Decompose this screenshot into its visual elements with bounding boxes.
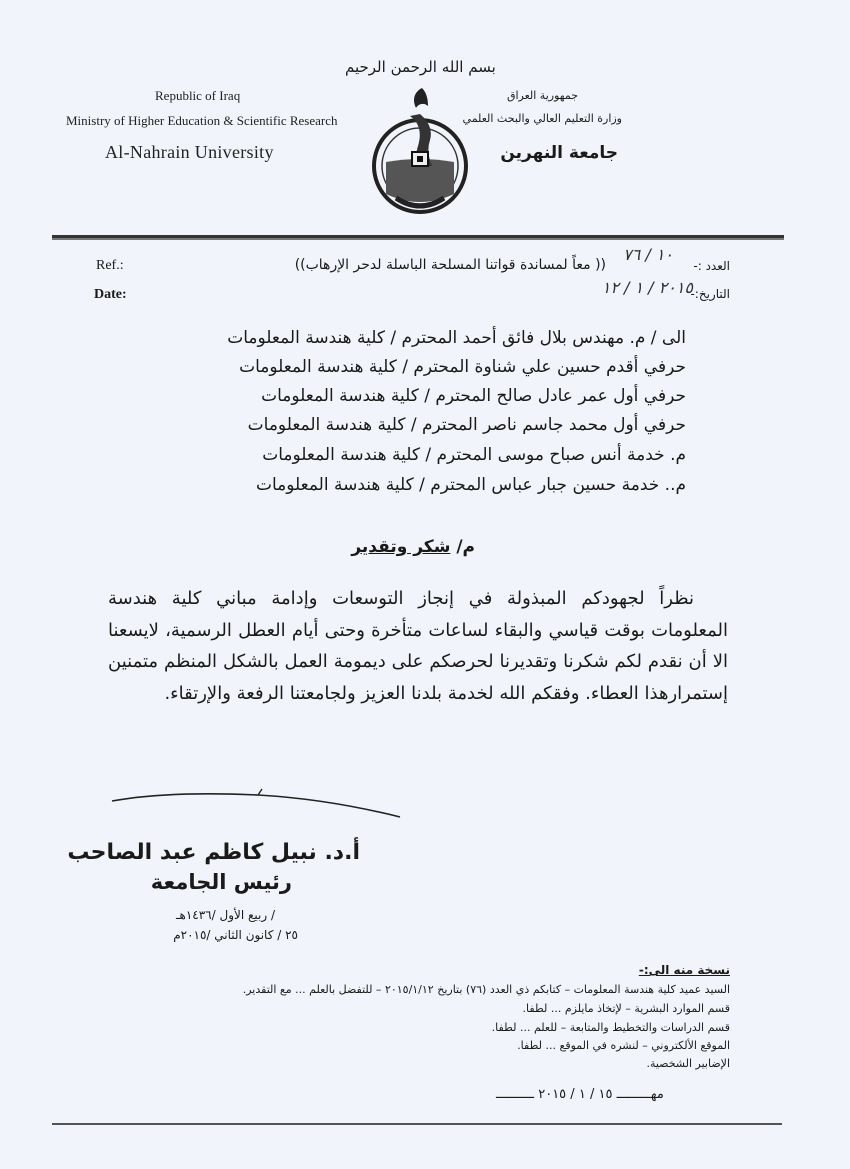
cc-line: قسم الدراسات والتخطيط والمتابعة – للعلم ... لطفا. — [491, 1021, 730, 1034]
footer-month: ١ — [578, 1087, 586, 1102]
header-republic-en: Republic of Iraq — [155, 88, 241, 103]
handwritten-signature — [108, 783, 404, 823]
date-label-ar: التاريخ:- — [690, 287, 730, 301]
header-university-ar: جامعة النهرين — [500, 143, 618, 163]
signatory-title: رئيس الجامعة — [150, 870, 292, 894]
footer-year: ٢٠١٥ — [538, 1087, 567, 1102]
cc-line: قسم الموارد البشرية – لإتخاذ مايلزم ... لطفا. — [522, 1002, 730, 1015]
header-republic-ar: جمهورية العراق — [506, 89, 578, 102]
subject — [351, 537, 475, 557]
subject-prefix: م/ — [456, 537, 475, 557]
basmala: بسم الله الرحمن الرحيم — [345, 58, 496, 76]
footer-suffix: ــــــــــ — [496, 1087, 535, 1102]
svg-text:١٠ / ٧٦: ١٠ / ٧٦ — [623, 245, 673, 264]
cc-title: نسخة منه الى:- — [638, 963, 730, 977]
ref-label: Ref.: — [96, 258, 124, 273]
handwritten-number — [585, 241, 675, 266]
footer-prefix: مهـــــــــ — [616, 1087, 664, 1102]
slogan: (( معاً لمساندة قواتنا المسلحة الباسلة لدحر الإرهاب)) — [294, 257, 606, 273]
recipient-line: حرفي أقدم حسين علي شناوة المحترم / كلية هندسة المعلومات — [239, 357, 686, 377]
cc-line: الإضابير الشخصية. — [646, 1057, 730, 1070]
cc-line: السيد عميد كلية هندسة المعلومات – كتابكم ذي العدد (٧٦) بتاريخ ٢٠١٥/١/١٢ – للتفضل بالعلم ... مع التقدير. — [242, 983, 730, 996]
header-ministry-ar: وزارة التعليم العالي والبحث العلمي — [462, 112, 622, 125]
recipient-line: حرفي أول محمد جاسم ناصر المحترم / كلية هندسة المعلومات — [247, 415, 686, 435]
recipient-line: حرفي أول عمر عادل صالح المحترم / كلية هندسة المعلومات — [261, 386, 686, 406]
letter-body: نظراً لجهودكم المبذولة في إنجاز التوسعات وإدامة مباني كلية هندسة المعلومات بوقت قياسي والبقاء لساعات متأخرة وحتى أيام العطل الرسمية، لايسعنا الا أن نقدم لكم شكرنا وتقديرنا لحرصكم على ديمومة العمل بالشكل المنظم متمنين إستمرارهذا العطاء. وفقكم الله لخدمة بلدنا العزيز ولجامعتنا الرفعة والإرتقاء. — [108, 588, 728, 704]
footer-date: ــــــــــ ٢٠١٥ / ١ / ١٥ مهـــــــــ — [496, 1087, 664, 1102]
date-hijri: / ربيع الأول /١٤٣٦هـ — [176, 908, 275, 922]
handwritten-date — [528, 274, 698, 300]
cc-line: الموقع الألكتروني – لنشره في الموقع ... لطفا. — [517, 1039, 730, 1052]
recipient-line: الى / م. مهندس بلال فائق أحمد المحترم / كلية هندسة المعلومات — [227, 328, 686, 348]
recipient-line: م. خدمة أنس صباح موسى المحترم / كلية هندسة المعلومات — [262, 445, 686, 465]
header-university-en: Al-Nahrain University — [105, 142, 274, 162]
footer-day: ١٥ — [598, 1087, 613, 1102]
footer-divider — [52, 1123, 782, 1125]
date-label: Date: — [94, 287, 127, 302]
subject-text: شكر وتقدير — [351, 537, 451, 557]
date-gregorian: ٢٥ / كانون الثاني /٢٠١٥م — [173, 928, 298, 942]
university-seal-logo — [370, 86, 470, 220]
number-label-ar: العدد :- — [693, 259, 730, 273]
signatory-name: أ.د. نبيل كاظم عبد الصاحب — [67, 840, 360, 865]
header-ministry-en: Ministry of Higher Education & Scientific Research — [66, 113, 338, 128]
recipient-line: م.. خدمة حسين جبار عباس المحترم / كلية هندسة المعلومات — [255, 475, 686, 495]
svg-text:٢٠١٥ / ١ / ١٢: ٢٠١٥ / ١ / ١٢ — [601, 278, 693, 297]
header-divider — [52, 235, 784, 238]
